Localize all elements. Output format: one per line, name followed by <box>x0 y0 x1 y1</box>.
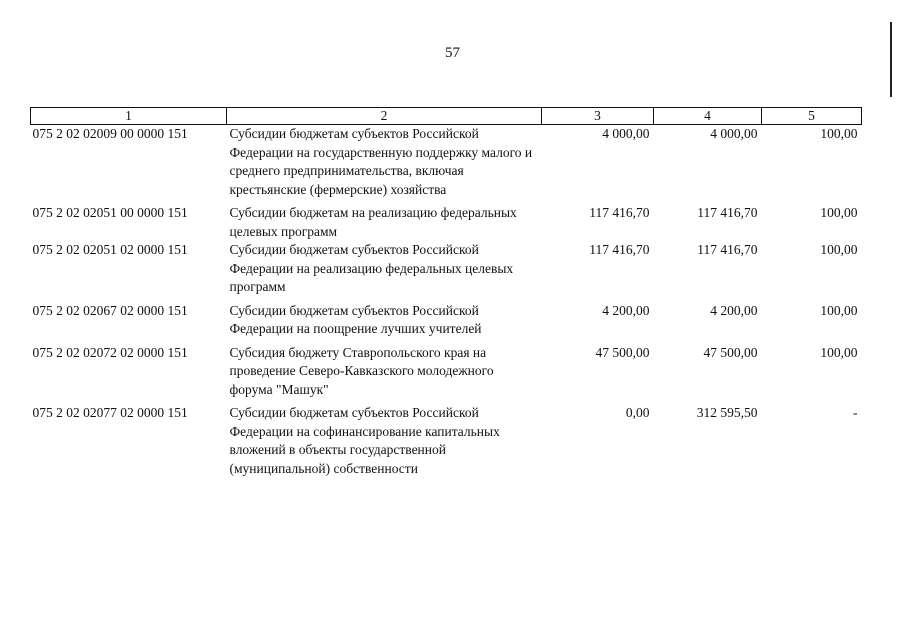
row-name: Субсидия бюджету Ставропольского края на проведение Северо-Кавказского молодежного форума "Машук" <box>229 344 494 397</box>
row-col3-value: 117 416,70 <box>589 242 650 257</box>
row-name: Субсидии бюджетам субъектов Российской Федерации на софинансирование капитальных вложений в объекты государственной (муниципальной) собственности <box>229 405 500 476</box>
table-row <box>31 404 862 478</box>
row-col4-value: 312 595,50 <box>696 405 758 420</box>
table-header <box>31 108 862 125</box>
row-name: Субсидии бюджетам субъектов Российской Федерации на поощрение лучших учителей <box>229 302 482 336</box>
row-code: 075 2 02 02077 02 0000 151 <box>32 405 188 420</box>
row-col5-value: 100,00 <box>820 242 858 257</box>
row-code: 075 2 02 02051 02 0000 151 <box>32 242 188 257</box>
header-col-1: 1 <box>31 108 227 125</box>
table-row <box>31 241 862 302</box>
header-col-4: 4 <box>654 108 762 125</box>
row-col5-value: - <box>853 405 858 420</box>
row-col4-value: 4 000,00 <box>710 126 758 141</box>
row-code: 075 2 02 02051 00 0000 151 <box>32 205 188 220</box>
row-col5-value: 100,00 <box>820 126 858 141</box>
row-col3-value: 4 200,00 <box>602 302 650 318</box>
table-row <box>31 344 862 405</box>
row-name: Субсидии бюджетам субъектов Российской Федерации на реализацию федеральных целевых программ <box>229 242 514 294</box>
row-col4-value: 117 416,70 <box>697 242 758 257</box>
row-col3-value: 47 500,00 <box>595 344 650 360</box>
page-number: 57 <box>445 45 460 61</box>
header-row <box>31 108 862 125</box>
row-col3-value: 4 000,00 <box>602 126 650 141</box>
row-col3-value: 117 416,70 <box>589 205 650 220</box>
table-row <box>31 204 862 241</box>
row-col4-value: 4 200,00 <box>710 302 758 318</box>
row-col4-value: 117 416,70 <box>697 205 758 220</box>
row-name: Субсидии бюджетам субъектов Российской Федерации на государственную поддержку малого и среднего предпринимательства, включая крестьянские (фермерские) хозяйства <box>229 126 533 197</box>
table-row <box>31 125 862 205</box>
row-col4-value: 47 500,00 <box>703 344 758 360</box>
row-col3-value: 0,00 <box>625 405 650 420</box>
row-col5-value: 100,00 <box>820 344 858 360</box>
row-col5-value: 100,00 <box>820 205 858 220</box>
scan-edge-mark <box>890 22 892 97</box>
row-code: 075 2 02 02067 02 0000 151 <box>32 302 188 318</box>
row-code: 075 2 02 02072 02 0000 151 <box>32 344 188 360</box>
row-col5-value: 100,00 <box>820 302 858 318</box>
budget-table <box>30 107 862 478</box>
header-col-3: 3 <box>542 108 654 125</box>
row-name: Субсидии бюджетам на реализацию федеральных целевых программ <box>229 205 517 239</box>
row-code: 075 2 02 02009 00 0000 151 <box>32 126 188 141</box>
header-col-2: 2 <box>227 108 542 125</box>
table-row <box>31 302 862 344</box>
table-body <box>31 125 862 479</box>
header-col-5: 5 <box>762 108 862 125</box>
